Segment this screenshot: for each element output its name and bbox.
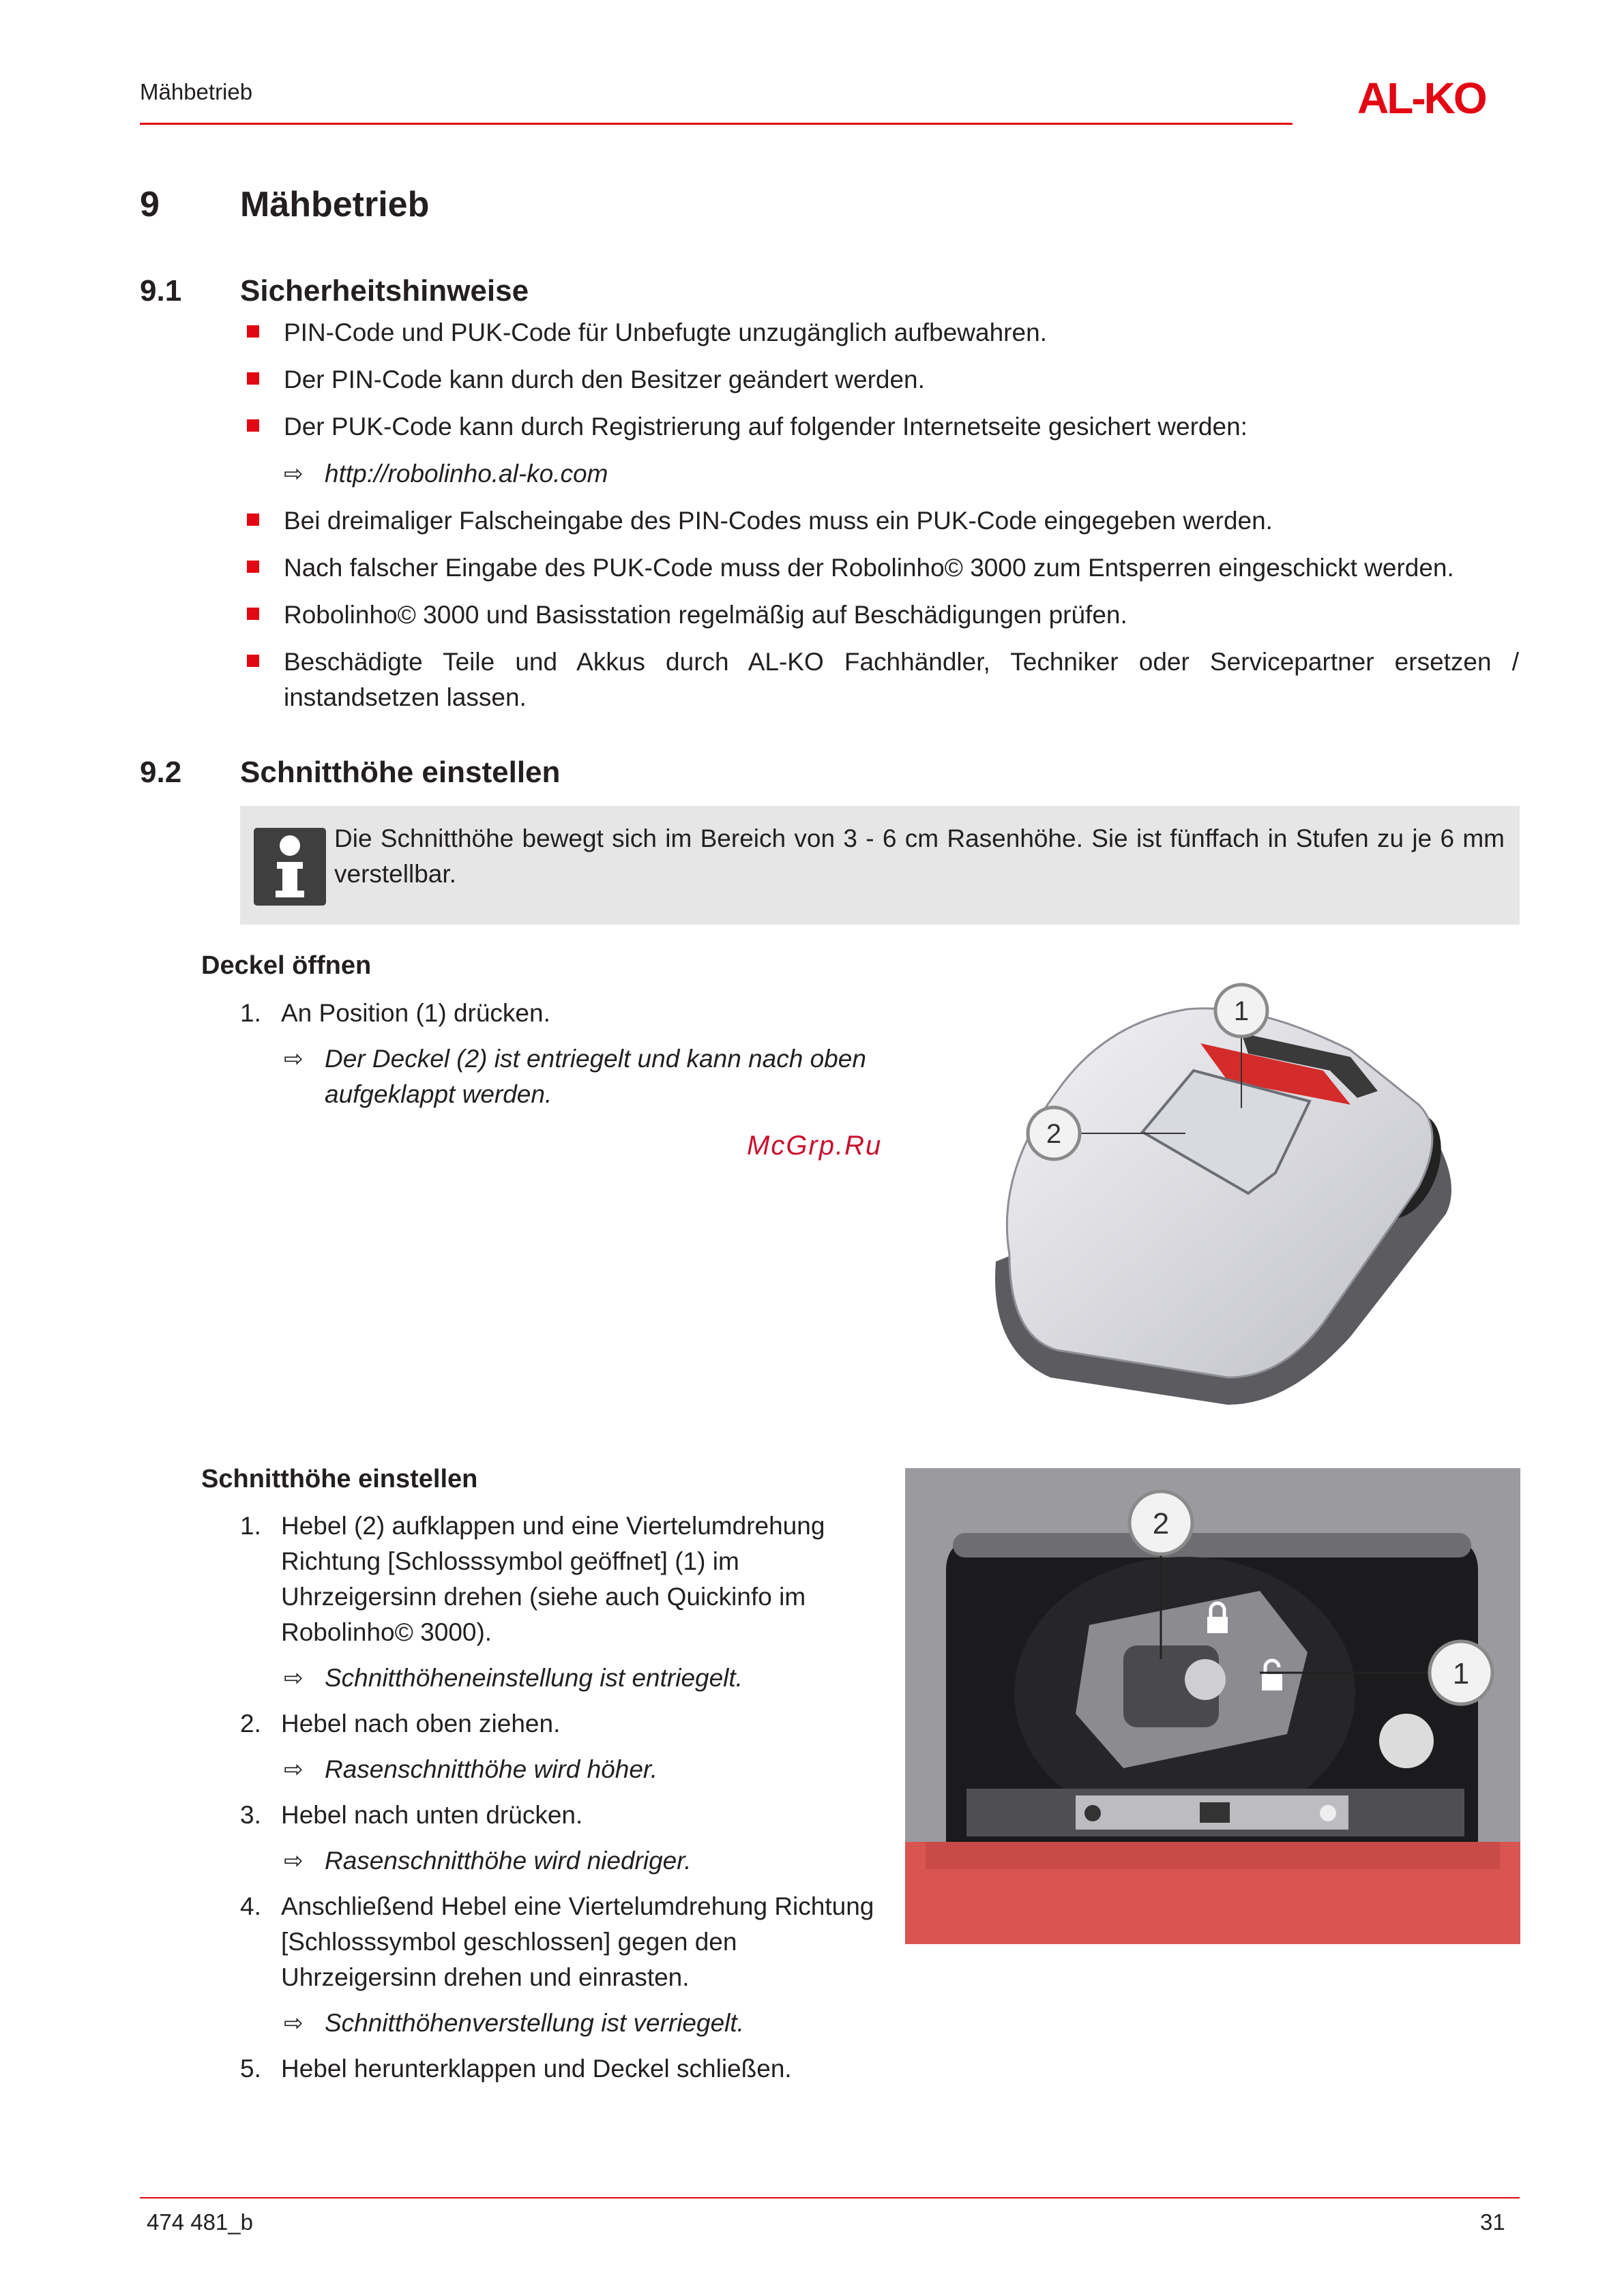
svg-text:AL-KO: AL-KO: [1357, 75, 1486, 123]
watermark: McGrp.Ru: [747, 1131, 883, 1161]
result-arrow-icon: ⇨: [284, 1848, 304, 1874]
subsection-title-cut-height: Schnitthöhe einstellen: [240, 756, 561, 789]
subsection-number-safety: 9.1: [140, 274, 182, 308]
alko-logo: [1357, 75, 1521, 123]
info-box: [240, 806, 1520, 925]
step-item: 1. An Position (1) drücken.: [240, 996, 881, 1031]
open-cover-heading: Deckel öffnen: [201, 951, 372, 980]
mower-cover-figure: [969, 968, 1473, 1418]
step-result: ⇨ Der Deckel (2) ist entriegelt und kann nach oben aufgeklappt werden.: [240, 1041, 881, 1112]
bullet-square-icon: [247, 325, 259, 338]
section-title: Mähbetrieb: [240, 185, 430, 224]
result-arrow-icon: ⇨: [284, 1046, 304, 1072]
footer-rule: [140, 2197, 1520, 2198]
step-result: ⇨ Schnitthöhenverstellung ist verriegelt.: [240, 2006, 868, 2041]
step-number: 5.: [240, 2055, 261, 2083]
step-number: 2.: [240, 1710, 261, 1738]
info-text: Die Schnitthöhe bewegt sich im Bereich von 3 - 6 cm Rasenhöhe. Sie ist fünffach in Stufen zu je 6 mm verstellbar.: [334, 824, 1505, 888]
list-item: Der PUK-Code kann durch Registrierung auf folgender Internetseite gesichert werden:: [240, 409, 1519, 445]
list-item: Robolinho© 3000 und Basisstation regelmäßig auf Beschädigungen prüfen.: [240, 597, 1519, 633]
list-item: Nach falscher Eingabe des PUK-Code muss der Robolinho© 3000 zum Entsperren eingeschickt werden.: [240, 550, 1519, 586]
callout-2: 2: [1152, 1507, 1170, 1540]
doc-number: 474 481_b: [147, 2209, 253, 2235]
result-arrow-icon: ⇨: [284, 2010, 304, 2036]
open-cover-steps: [240, 996, 881, 1112]
safety-list: [240, 315, 1519, 715]
step-item: 3. Hebel nach unten drücken.: [240, 1798, 868, 1833]
step-item: 1. Hebel (2) aufklappen und eine Viertelumdrehung Richtung [Schlosssymbol geöffnet] (1) im Uhrzeigersinn drehen (siehe auch Quickinfo im Robolinho© 3000).: [240, 1508, 868, 1650]
list-item: Beschädigte Teile und Akkus durch AL-KO Fachhändler, Techniker oder Servicepartner ersetzen / instandsetzen lassen.: [240, 644, 1519, 715]
step-number: 3.: [240, 1801, 261, 1829]
subsection-title-safety: Sicherheitshinweise: [240, 274, 529, 308]
step-item: 2. Hebel nach oben ziehen.: [240, 1706, 868, 1742]
bullet-square-icon: [247, 372, 259, 385]
list-item: PIN-Code und PUK-Code für Unbefugte unzugänglich aufbewahren.: [240, 315, 1519, 351]
step-result: ⇨ Schnitthöheneinstellung ist entriegelt.: [240, 1660, 868, 1696]
callout-1: 1: [1233, 996, 1250, 1026]
subsection-number-cut-height: 9.2: [140, 756, 182, 789]
step-number: 1.: [240, 999, 261, 1027]
step-item: 5. Hebel herunterklappen und Deckel schließen.: [240, 2051, 868, 2087]
running-header: Mähbetrieb: [140, 79, 253, 104]
adjust-steps: [240, 1508, 874, 2087]
step-result: ⇨ Rasenschnitthöhe wird niedriger.: [240, 1843, 868, 1879]
result-arrow-icon: ⇨: [284, 461, 304, 487]
result-arrow-icon: ⇨: [284, 1665, 304, 1691]
height-adjust-figure: [905, 1468, 1520, 1944]
page-number: 31: [1480, 2209, 1505, 2235]
step-number: 4.: [240, 1892, 261, 1920]
info-icon: [254, 828, 326, 906]
bullet-square-icon: [247, 419, 259, 432]
list-item: Bei dreimaliger Falscheingabe des PIN-Codes muss ein PUK-Code eingegeben werden.: [240, 503, 1519, 539]
list-item: Der PIN-Code kann durch den Besitzer geändert werden.: [240, 362, 1519, 398]
adjust-heading: Schnitthöhe einstellen: [201, 1465, 478, 1493]
bullet-square-icon: [247, 655, 259, 667]
bullet-square-icon: [247, 608, 259, 620]
step-result: ⇨ Rasenschnitthöhe wird höher.: [240, 1752, 868, 1787]
registration-link[interactable]: http://robolinho.al-ko.com: [325, 460, 608, 488]
bullet-square-icon: [247, 561, 259, 573]
bullet-square-icon: [247, 513, 259, 526]
link-item: [240, 456, 1519, 492]
section-number: 9: [140, 185, 160, 224]
header-rule: [140, 123, 1293, 125]
step-item: 4. Anschließend Hebel eine Viertelumdrehung Richtung [Schlosssymbol geschlossen] gegen den Uhrzeigersinn drehen und einrasten.: [240, 1889, 888, 1995]
callout-1: 1: [1452, 1657, 1470, 1690]
step-number: 1.: [240, 1512, 261, 1540]
result-arrow-icon: ⇨: [284, 1757, 304, 1783]
callout-2: 2: [1046, 1119, 1062, 1149]
